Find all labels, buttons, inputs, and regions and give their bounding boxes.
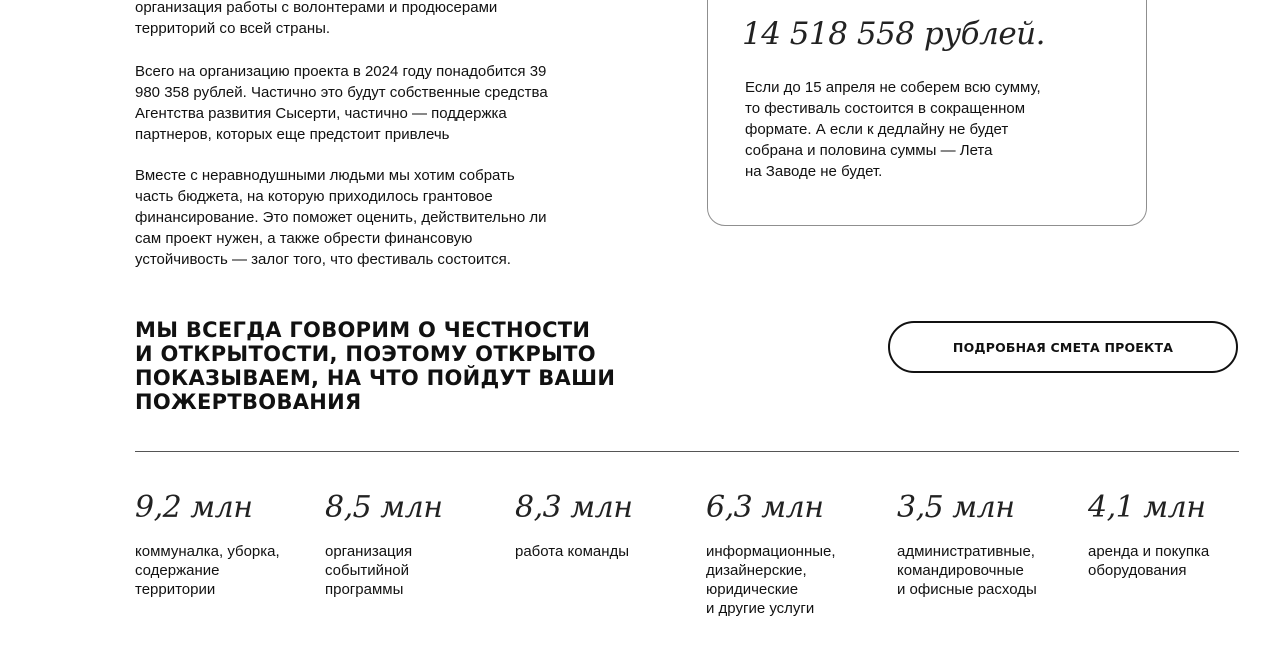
expense-label: работа команды [515, 543, 630, 560]
expense-item-utilities [135, 488, 315, 599]
expense-item-events [325, 488, 505, 599]
expense-value: 8,3 млн [515, 490, 633, 525]
expense-value: 6,3 млн [706, 490, 824, 525]
intro-paragraph-grant: Вместе с неравнодушными людьми мы хотим собрать часть бюджета, на которую приходилось грантовое финансирование. Это поможет оценить, действительно ли сам проект нужен, а также обрести финансовую устойчивость — залог того, что фестиваль состоится. [135, 167, 547, 268]
expense-label: аренда и покупка оборудования [1088, 543, 1210, 579]
section-divider [135, 451, 1239, 452]
expense-label: административные, командировочные и офисные расходы [897, 543, 1037, 598]
transparency-headline: МЫ ВСЕГДА ГОВОРИМ О ЧЕСТНОСТИ И ОТКРЫТОСТИ, ПОЭТОМУ ОТКРЫТО ПОКАЗЫВАЕМ, НА ЧТО ПОЙДУТ ВАШИ ПОЖЕРТВОВАНИЯ [135, 318, 616, 414]
expense-label: организация событийной программы [325, 543, 413, 598]
intro-paragraph-budget: Всего на организацию проекта в 2024 году понадобится 39 980 358 рублей. Частично это будут собственные средства Агентства развития Сысерти, частично — поддержка партнеров, которых еще предстоит привлечь [135, 63, 548, 143]
expense-item-services [706, 488, 886, 618]
goal-amount: 14 518 558 рублей. [742, 16, 1045, 52]
expense-item-team [515, 488, 695, 561]
expense-value: 4,1 млн [1088, 490, 1206, 525]
goal-deadline-note: Если до 15 апреля не соберем всю сумму, то фестиваль состоится в сокращенном формате. А если к дедлайну не будет собрана и половина суммы — Лета на Заводе не будет. [745, 79, 1041, 180]
expense-value: 3,5 млн [897, 490, 1015, 525]
expense-item-administrative [897, 488, 1077, 599]
intro-paragraph-volunteers: организация работы с волонтерами и продюсерами территорий со всей страны. [135, 0, 498, 37]
expense-value: 8,5 млн [325, 490, 443, 525]
expense-value: 9,2 млн [135, 490, 253, 525]
expense-label: информационные, дизайнерские, юридические и другие услуги [706, 543, 836, 617]
expense-item-equipment [1088, 488, 1268, 580]
detailed-budget-button[interactable]: ПОДРОБНАЯ СМЕТА ПРОЕКТА [888, 321, 1238, 373]
expense-label: коммуналка, уборка, содержание территории [135, 543, 280, 598]
